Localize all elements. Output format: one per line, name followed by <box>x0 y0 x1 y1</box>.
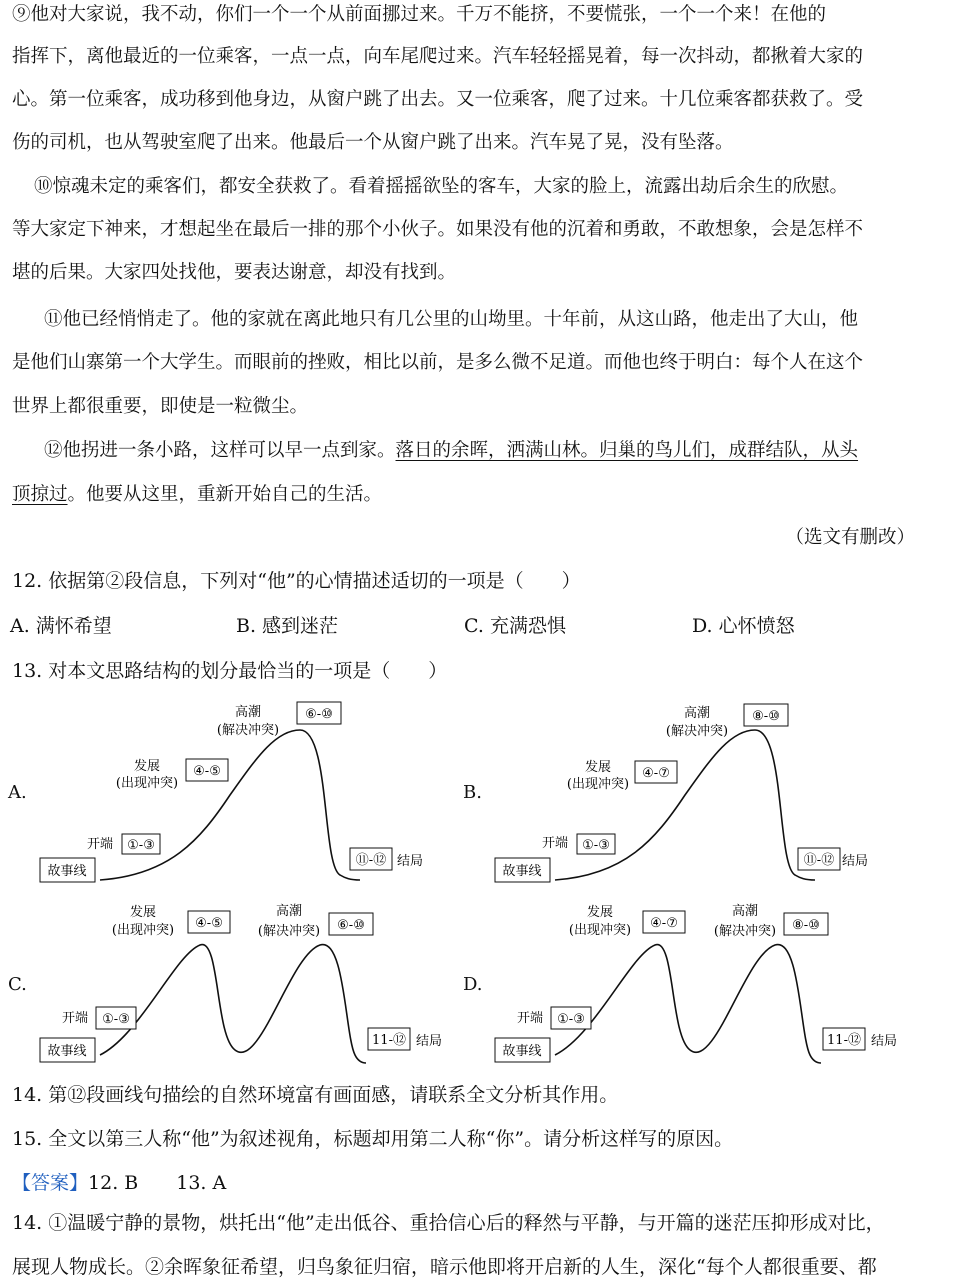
ending-range: 11-⑫ <box>827 1033 861 1048</box>
plot-curve-c <box>0 895 460 1075</box>
q13-diagram-b <box>455 690 915 890</box>
climax-range: ⑧-⑩ <box>792 918 820 933</box>
climax-label: 高潮 <box>275 904 303 919</box>
climax-range: ⑥-⑩ <box>305 707 333 722</box>
q15-stem: 15. 全文以第三人称“他”为叙述视角，标题却用第二人称“你”。请分析这样写的原因。 <box>12 1128 734 1150</box>
start-label: 开端 <box>61 1011 89 1026</box>
climax-range: ⑥-⑩ <box>337 918 365 933</box>
development-note: (出现冲突) <box>566 777 630 792</box>
para10-line-1: ⑩惊魂未定的乘客们，都安全获救了。看着摇摇欲坠的客车，大家的脸上，流露出劫后余生的欣慰。 <box>34 176 849 197</box>
para9-line-3: 心。第一位乘客，成功移到他身边，从窗户跳了出去。又一位乘客，爬了过来。十几位乘客都获救了。受 <box>12 89 864 110</box>
ending-label: 结局 <box>415 1034 443 1049</box>
para12-underlined-text: 落日的余晖，洒满山林。归巢的鸟儿们，成群结队，从头 <box>395 440 859 461</box>
climax-note: (解决冲突) <box>665 724 729 739</box>
start-label: 开端 <box>516 1011 544 1026</box>
q12-option-c: C. 充满恐惧 <box>464 615 566 637</box>
plot-curve-a <box>0 690 460 890</box>
climax-note: (解决冲突) <box>713 924 777 939</box>
q13-option-b-letter: B. <box>463 782 482 803</box>
para12-plain-text-2: 。他要从这里，重新开始自己的生活。 <box>67 484 383 505</box>
q13-option-d-letter: D. <box>463 974 483 995</box>
ending-label: 结局 <box>841 854 869 869</box>
source-note: （选文有删改） <box>785 527 915 548</box>
q13-stem: 13. 对本文思路结构的划分最恰当的一项是（ ） <box>12 660 448 682</box>
para12-line-2 <box>12 480 920 510</box>
para12-plain-text: ⑫他拐进一条小路，这样可以早一点到家。 <box>44 440 396 461</box>
q13-diagram-d <box>455 895 915 1075</box>
para12-underlined-text-2: 顶掠过 <box>12 484 68 505</box>
q13-option-a-letter: A. <box>8 782 27 803</box>
para11-line-1: ⑪他已经悄悄走了。他的家就在离此地只有几公里的山坳里。十年前，从这山路，他走出了大山，他 <box>44 309 859 330</box>
start-range: ①-③ <box>127 838 155 853</box>
ending-label: 结局 <box>870 1034 898 1049</box>
q12-option-a: A. 满怀希望 <box>10 615 112 637</box>
para9-line-2: 指挥下，离他最近的一位乘客，一点一点，向车尾爬过来。汽车轻轻摇晃着，每一次抖动，都揪着大家的 <box>12 46 864 67</box>
development-range: ④-⑤ <box>195 916 223 931</box>
development-note: (出现冲突) <box>115 776 179 791</box>
para10-line-3: 堪的后果。大家四处找他，要表达谢意，却没有找到。 <box>12 262 457 283</box>
development-range: ④-⑤ <box>193 764 221 779</box>
development-note: (出现冲突) <box>568 923 632 938</box>
start-range: ①-③ <box>557 1012 585 1027</box>
development-label: 发展 <box>586 905 614 920</box>
q12-stem: 12. 依据第②段信息，下列对“他”的心情描述适切的一项是（ ） <box>12 570 581 592</box>
climax-label: 高潮 <box>234 705 262 720</box>
para12-line-1 <box>44 436 920 466</box>
climax-note: (解决冲突) <box>216 723 280 738</box>
start-label: 开端 <box>86 837 114 852</box>
storyline-label: 故事线 <box>502 864 542 879</box>
q13-diagram-a <box>0 690 460 890</box>
storyline-label: 故事线 <box>47 1044 87 1059</box>
analysis-line-1: 14. ①温暖宁静的景物，烘托出“他”走出低谷、重拾信心后的释然与平静，与开篇的迷茫压抑形成对比， <box>12 1212 885 1234</box>
start-range: ①-③ <box>582 838 610 853</box>
start-range: ①-③ <box>102 1012 130 1027</box>
development-label: 发展 <box>129 905 157 920</box>
para11-line-2: 是他们山寨第一个大学生。而眼前的挫败，相比以前，是多么微不足道。而他也终于明白：每个人在这个 <box>12 352 864 373</box>
q14-stem: 14. 第⑫段画线句描绘的自然环境富有画面感，请联系全文分析其作用。 <box>12 1084 619 1106</box>
start-label: 开端 <box>541 836 569 851</box>
para10-line-2: 等大家定下神来，才想起坐在最后一排的那个小伙子。如果没有他的沉着和勇敢，不敢想象，会是怎样不 <box>12 219 864 240</box>
climax-label: 高潮 <box>683 706 711 721</box>
q13-option-c-letter: C. <box>8 974 27 995</box>
ending-label: 结局 <box>396 854 424 869</box>
climax-note: (解决冲突) <box>257 924 321 939</box>
storyline-label: 故事线 <box>502 1044 542 1059</box>
para9-line-4: 伤的司机，也从驾驶室爬了出来。他最后一个从窗户跳了出来。汽车晃了晃，没有坠落。 <box>12 132 734 153</box>
development-label: 发展 <box>133 759 161 774</box>
ending-range: ⑪-⑫ <box>803 853 835 868</box>
answer-text: 12. B 13. A <box>88 1172 227 1194</box>
q13-diagram-c <box>0 895 460 1075</box>
development-note: (出现冲突) <box>111 923 175 938</box>
climax-range: ⑧-⑩ <box>752 709 780 724</box>
climax-label: 高潮 <box>731 904 759 919</box>
ending-range: ⑪-⑫ <box>355 853 387 868</box>
development-range: ④-⑦ <box>642 766 670 781</box>
development-label: 发展 <box>584 760 612 775</box>
para9-line-1: ⑨他对大家说，我不动，你们一个一个从前面挪过来。千万不能挤，不要慌张，一个一个来！在他的 <box>12 4 827 25</box>
answer-label: 【答案】 <box>12 1172 89 1194</box>
q12-option-b: B. 感到迷茫 <box>236 615 339 637</box>
plot-curve-d <box>455 895 915 1075</box>
answer-line <box>12 1168 226 1195</box>
para11-line-3: 世界上都很重要，即使是一粒微尘。 <box>12 396 309 417</box>
storyline-label: 故事线 <box>47 864 87 879</box>
ending-range: 11-⑫ <box>372 1033 406 1048</box>
q12-option-d: D. 心怀愤怒 <box>692 615 795 637</box>
plot-curve-b <box>455 690 915 890</box>
analysis-line-2: 展现人物成长。②余晖象征希望，归鸟象征归宿，暗示他即将开启新的人生，深化“每个人都很重要、都 <box>12 1256 877 1278</box>
development-range: ④-⑦ <box>650 916 678 931</box>
